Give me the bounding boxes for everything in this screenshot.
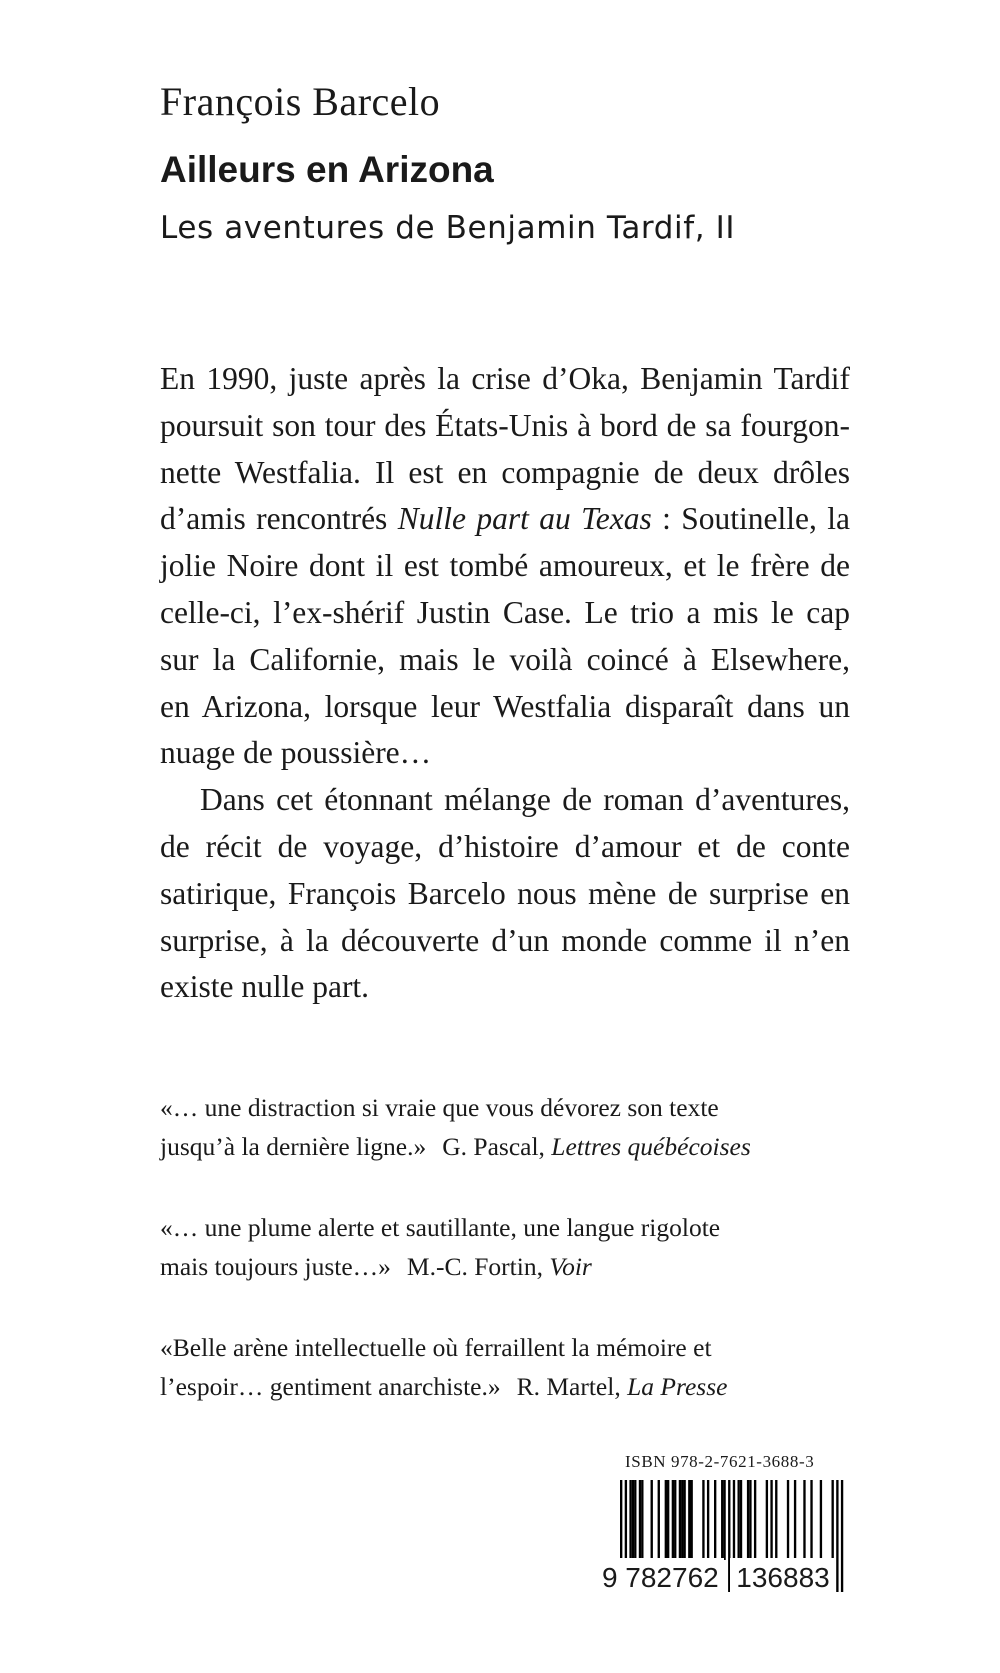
blurb-line: de récit de voyage, d’histoire d’amour et de conte [160, 828, 850, 864]
barcode-bar [667, 1480, 669, 1560]
book-subtitle: Les aventures de Benjamin Tardif, II [160, 210, 736, 246]
blurb-line: Dans cet étonnant mélange de roman d’aventures, [200, 782, 850, 818]
barcode-bar [681, 1480, 683, 1560]
barcode-bar [683, 1480, 685, 1560]
press-quote: «… une plume alerte et sautillante, une langue rigolote mais toujours juste…» M.-C. Fortin, Voir [160, 1213, 721, 1281]
barcode-bar [651, 1480, 653, 1560]
barcode-bar [707, 1480, 709, 1560]
quote-publication: Voir [549, 1252, 592, 1281]
barcode-bar [820, 1480, 822, 1560]
press-quote: «Belle arène intellectuelle où ferraillent la mémoire et l’espoir… gentiment anarchiste.» R. Martel, La Presse [160, 1333, 728, 1401]
barcode-bar [794, 1480, 796, 1560]
blurb-line: existe nulle part. [160, 969, 370, 1005]
press-quote: «… une distraction si vraie que vous dévorez son texte jusqu’à la dernière ligne.» G. Pascal, Lettres québécoises [160, 1093, 751, 1161]
barcode-digit-first: 9 [602, 1558, 620, 1598]
barcode-bar [787, 1480, 789, 1560]
blurb-line: nette Westfalia. Il est en compagnie de deux drôles [160, 454, 850, 490]
referenced-book-title: Nulle part au Texas [397, 501, 652, 537]
book-title: Ailleurs en Arizona [160, 149, 494, 190]
barcode-bar [747, 1480, 749, 1560]
barcode-bar [832, 1480, 834, 1560]
barcode-bar [688, 1480, 690, 1560]
blurb-line: sur la Californie, mais le voilà coincé à Elsewhere, [160, 641, 850, 677]
barcode-bar [639, 1480, 641, 1560]
blurb-line-with-title: d’amis rencontrés Nulle part au Texas : Soutinelle, la [160, 501, 850, 537]
barcode-bar [721, 1480, 723, 1560]
barcode-digits-right: 136883 [730, 1558, 836, 1598]
blurb-line: jolie Noire dont il est tombé amoureux, et le frère de [160, 548, 850, 584]
barcode-bar [749, 1480, 751, 1560]
barcode-bar [714, 1480, 716, 1560]
barcode-bar [810, 1480, 812, 1560]
barcode-bar [658, 1480, 660, 1560]
barcode-bar [770, 1480, 772, 1560]
quote-source: G. Pascal, Lettres québécoises [442, 1132, 751, 1161]
barcode-bar [629, 1480, 631, 1560]
barcode-bar [723, 1480, 725, 1560]
blurb-line: satirique, François Barcelo nous mène de surprise en [160, 875, 850, 911]
blurb-line: nuage de poussière… [160, 735, 432, 771]
blurb-line: en Arizona, lorsque leur Westfalia disparaît dans un [160, 688, 850, 724]
barcode-bar [672, 1480, 674, 1560]
barcode-bar [775, 1480, 777, 1560]
barcode-bar [679, 1480, 681, 1560]
barcode-bar [665, 1480, 667, 1560]
barcode-bar [766, 1480, 768, 1560]
quote-source: R. Martel, La Presse [516, 1372, 728, 1401]
barcode-bar [803, 1480, 805, 1560]
quote-publication: Lettres québécoises [551, 1132, 751, 1161]
barcode-bar [740, 1480, 742, 1560]
isbn-label: ISBN 978-2-7621-3688-3 [625, 1452, 815, 1471]
barcode-digits [604, 1558, 848, 1598]
barcode-bar [754, 1480, 756, 1560]
blurb-line: En 1990, juste après la crise d’Oka, Benjamin Tardif [160, 361, 850, 396]
quote-publication: La Presse [627, 1372, 728, 1401]
barcode-bar [641, 1480, 643, 1560]
barcode-bar [632, 1480, 634, 1560]
barcode-bar [691, 1480, 693, 1560]
quote-source: M.-C. Fortin, Voir [406, 1252, 592, 1281]
barcode-bar [634, 1480, 636, 1560]
blurb-line: surprise, à la découverte d’un monde comme il n’en [160, 922, 850, 958]
blurb-line: poursuit son tour des États-Unis à bord de sa fourgon- [160, 407, 850, 443]
barcode-bar [738, 1480, 740, 1560]
author-name: François Barcelo [160, 79, 441, 124]
blurb [160, 356, 850, 1011]
barcode-digits-left: 782762 [620, 1558, 724, 1598]
blurb-line: celle-ci, l’ex-shérif Justin Case. Le trio a mis le cap [160, 594, 850, 630]
barcode-bar [674, 1480, 676, 1560]
barcode-bar [702, 1480, 704, 1560]
